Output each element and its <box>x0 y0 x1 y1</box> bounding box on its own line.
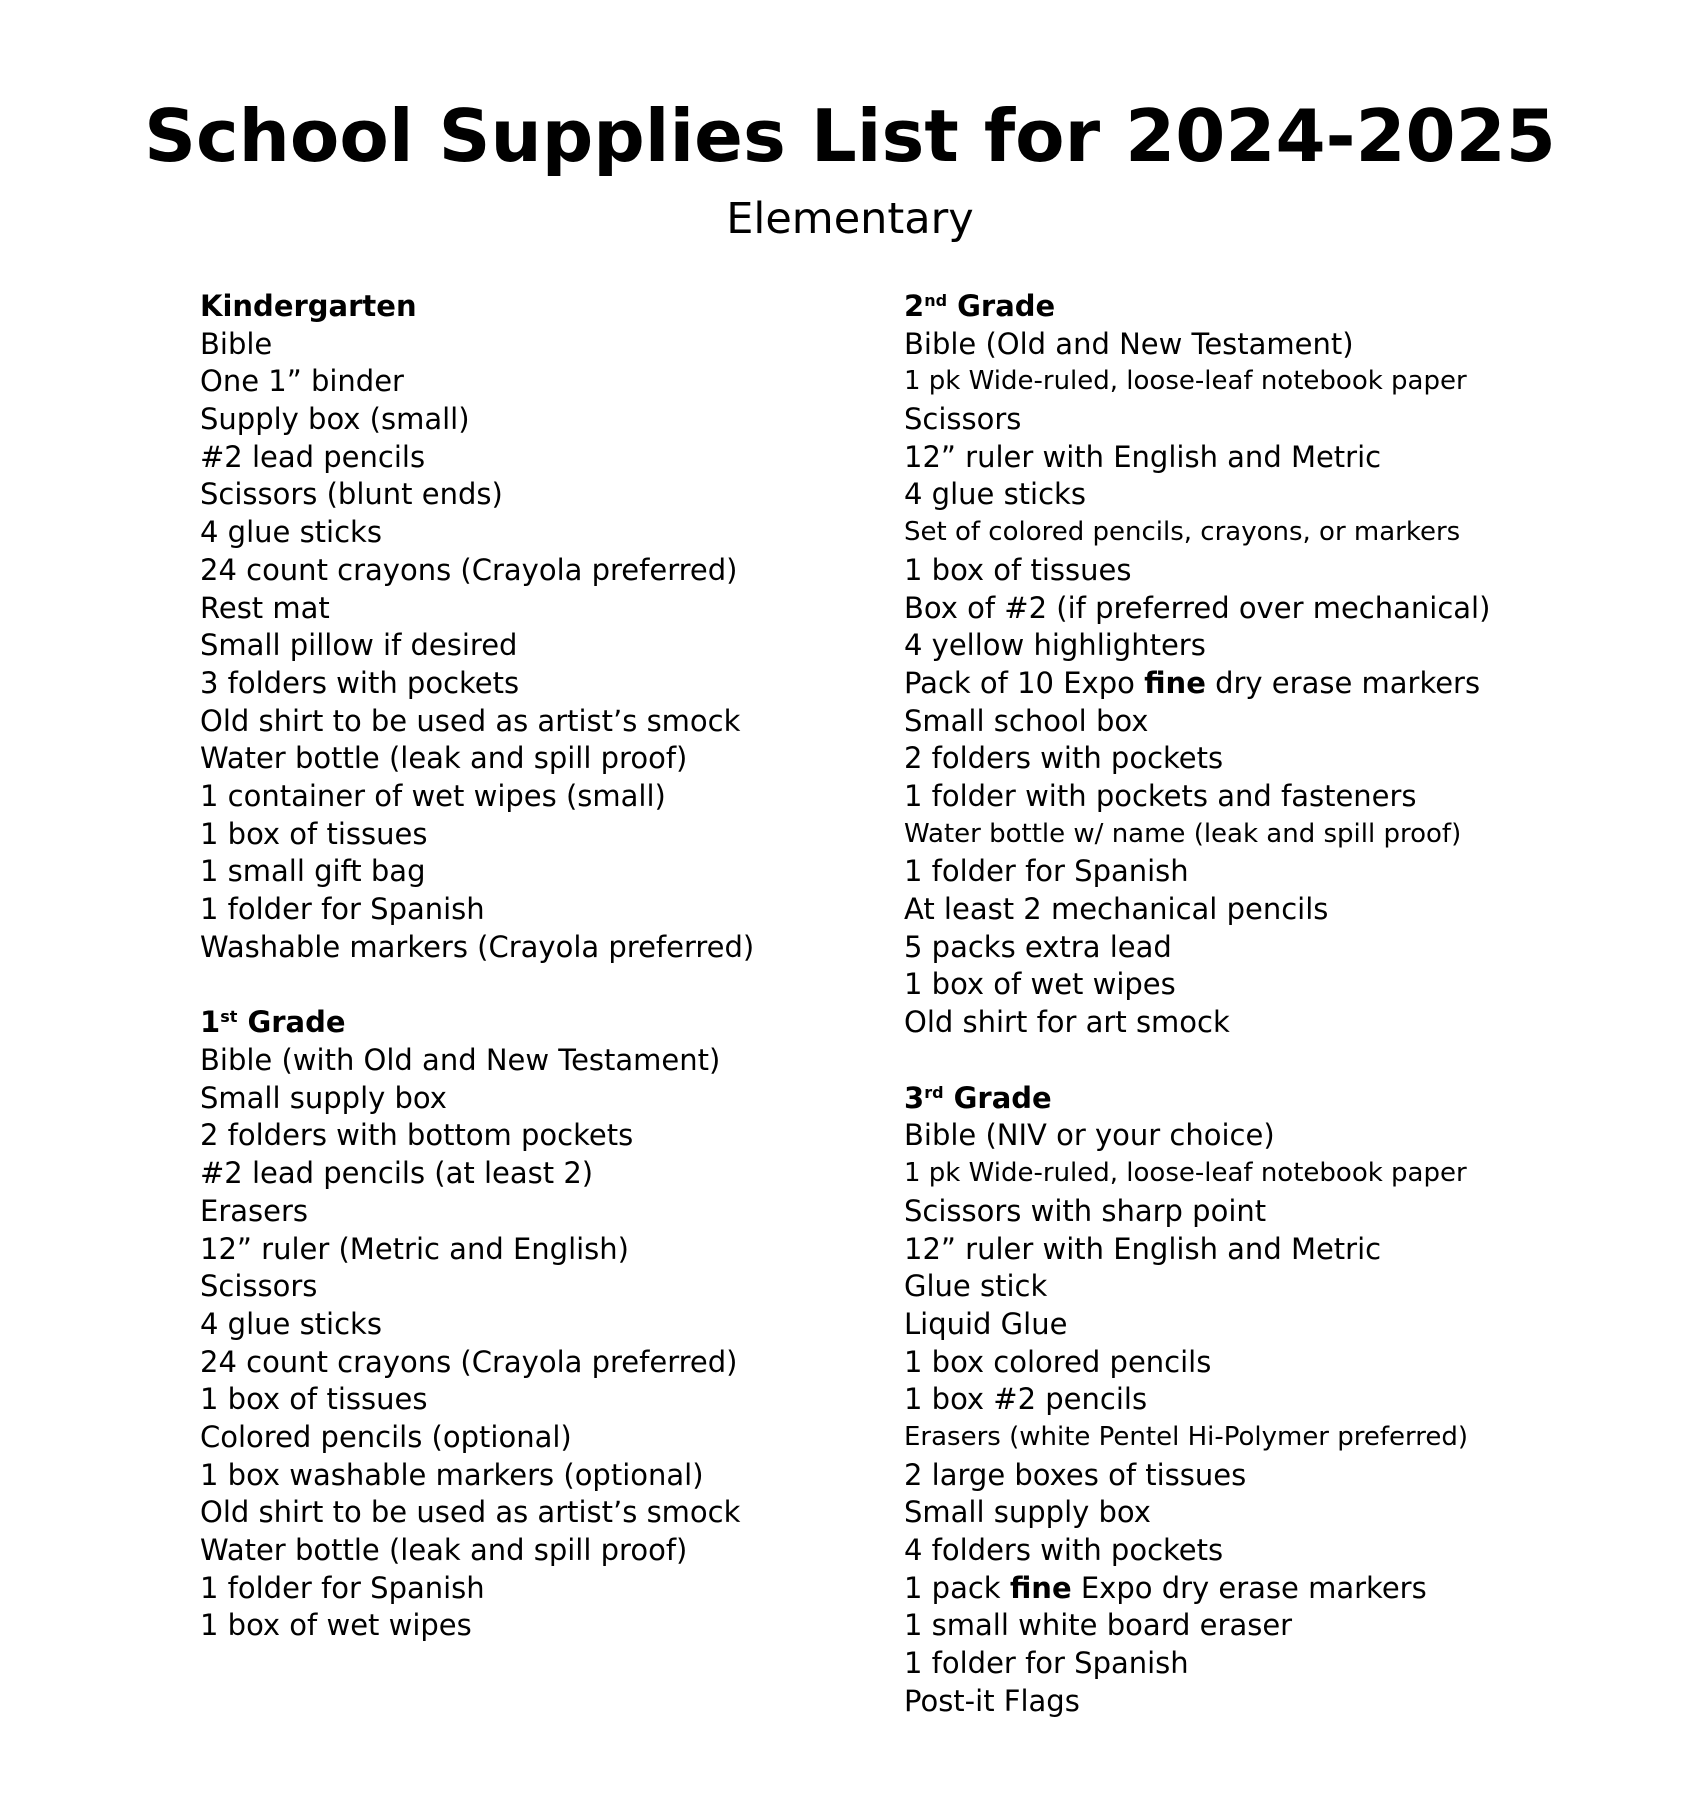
list-item: Small school box <box>904 703 1149 738</box>
section-heading-second-grade <box>904 288 1524 326</box>
list-item: Set of colored pencils, crayons, or markers <box>904 517 1461 548</box>
list-item: 2 large boxes of tissues <box>904 1457 1247 1492</box>
list-item: Scissors with sharp point <box>904 1193 1267 1228</box>
list-item: 1 folder for Spanish <box>904 854 1189 889</box>
item-emphasis: fine <box>1009 1570 1072 1605</box>
list-item: Old shirt for art smock <box>904 1005 1230 1040</box>
list-item: 12” ruler with English and Metric <box>904 1231 1382 1266</box>
list-item: Scissors <box>200 1269 318 1304</box>
list-item: 12” ruler with English and Metric <box>904 439 1382 474</box>
list-item: 5 packs extra lead <box>904 929 1172 964</box>
list-item <box>904 1570 1524 1608</box>
list-item: Small pillow if desired <box>200 628 518 663</box>
list-item: 2 folders with pockets <box>904 741 1224 776</box>
list-item: Colored pencils (optional) <box>200 1419 572 1454</box>
list-item: Small supply box <box>200 1080 447 1115</box>
list-item: Old shirt to be used as artist’s smock <box>200 703 741 738</box>
third-grade-list <box>904 1117 1524 1720</box>
item-text: 1 pack <box>904 1570 1010 1605</box>
heading-number: 3 <box>904 1080 925 1115</box>
list-item: 24 count crayons (Crayola preferred) <box>200 1344 738 1379</box>
list-item: 1 box of tissues <box>200 816 428 851</box>
list-item: Liquid Glue <box>904 1306 1068 1341</box>
list-item: 4 glue sticks <box>200 1306 382 1341</box>
list-item: 1 box of wet wipes <box>904 967 1176 1002</box>
list-item: Bible (with Old and New Testament) <box>200 1043 721 1078</box>
list-item: 4 folders with pockets <box>904 1533 1224 1567</box>
section-heading-third-grade <box>904 1080 1524 1118</box>
item-text: dry erase markers <box>1205 665 1481 700</box>
kindergarten-list <box>200 326 840 967</box>
section-first-grade <box>200 1004 840 1645</box>
list-item: Water bottle (leak and spill proof) <box>200 1533 688 1567</box>
item-text: Pack of 10 Expo <box>904 665 1145 700</box>
list-item: 2 folders with bottom pockets <box>200 1118 634 1153</box>
list-item: At least 2 mechanical pencils <box>904 892 1329 926</box>
list-item: 3 folders with pockets <box>200 665 520 700</box>
item-text: Expo dry erase markers <box>1071 1570 1427 1605</box>
list-item: 1 box of tissues <box>200 1382 428 1417</box>
list-item: 12” ruler (Metric and English) <box>200 1231 629 1266</box>
list-item: 1 box #2 pencils <box>904 1382 1148 1417</box>
list-item: 1 small gift bag <box>200 854 426 889</box>
list-item: 1 box washable markers (optional) <box>200 1457 704 1492</box>
list-item: Erasers (white Pentel Hi-Polymer preferred) <box>904 1421 1469 1452</box>
list-item: 1 small white board eraser <box>904 1608 1293 1643</box>
list-item: Supply box (small) <box>200 402 470 437</box>
list-item: 1 folder for Spanish <box>904 1646 1189 1681</box>
list-item: Box of #2 (if preferred over mechanical) <box>904 590 1491 625</box>
list-item: 1 box colored pencils <box>904 1344 1212 1379</box>
heading-ordinal-suffix: nd <box>924 291 948 310</box>
item-emphasis: fine <box>1144 665 1206 700</box>
list-item: 4 yellow highlighters <box>904 628 1206 663</box>
list-item: Washable markers (Crayola preferred) <box>200 929 755 964</box>
list-item: 24 count crayons (Crayola preferred) <box>200 552 738 587</box>
list-item: #2 lead pencils (at least 2) <box>200 1156 594 1191</box>
list-item: 1 pk Wide-ruled, loose-leaf notebook paper <box>904 366 1467 397</box>
list-item: #2 lead pencils <box>200 439 426 474</box>
heading-number: 2 <box>904 289 925 323</box>
heading-label: Grade <box>943 1080 1052 1115</box>
list-item: One 1” binder <box>200 364 404 399</box>
list-item: Post-it Flags <box>904 1683 1080 1718</box>
list-item: 1 container of wet wipes (small) <box>200 778 666 813</box>
left-column <box>200 288 840 1645</box>
list-item: 1 folder with pockets and fasteners <box>904 778 1417 813</box>
right-column <box>904 288 1524 1720</box>
list-item: Old shirt to be used as artist’s smock <box>200 1495 741 1530</box>
list-item: Water bottle w/ name (leak and spill proof) <box>904 818 1462 849</box>
page-subtitle: Elementary <box>726 194 974 244</box>
list-item: 4 glue sticks <box>200 515 382 550</box>
list-item: 1 box of wet wipes <box>200 1608 472 1643</box>
heading-ordinal-suffix: st <box>220 1007 238 1027</box>
section-kindergarten <box>200 288 840 966</box>
page-title: School Supplies List for 2024-2025 <box>144 94 1556 178</box>
list-item: Rest mat <box>200 590 330 625</box>
heading-number: 1 <box>200 1005 221 1040</box>
heading-ordinal-suffix: rd <box>924 1082 944 1102</box>
heading-label: Grade <box>947 289 1056 323</box>
list-item: Scissors <box>904 402 1022 437</box>
section-third-grade <box>904 1080 1524 1721</box>
list-item: 4 glue sticks <box>904 477 1086 512</box>
second-grade-list <box>904 326 1524 1042</box>
list-item: Scissors (blunt ends) <box>200 477 503 512</box>
list-item: Small supply box <box>904 1495 1151 1530</box>
section-second-grade <box>904 288 1524 1042</box>
list-item: 1 box of tissues <box>904 552 1132 587</box>
list-item <box>904 665 1524 703</box>
list-item: Erasers <box>200 1193 308 1228</box>
list-item: 1 folder for Spanish <box>200 1570 485 1605</box>
list-item: 1 pk Wide-ruled, loose-leaf notebook paper <box>904 1158 1467 1189</box>
section-heading-kindergarten: Kindergarten <box>200 289 417 323</box>
first-grade-list <box>200 1042 840 1645</box>
list-item: 1 folder for Spanish <box>200 892 485 926</box>
list-item: Bible (Old and New Testament) <box>904 326 1354 361</box>
list-item: Bible (NIV or your choice) <box>904 1118 1275 1153</box>
list-item: Glue stick <box>904 1269 1048 1304</box>
list-item: Bible <box>200 326 273 361</box>
section-heading-first-grade <box>200 1004 840 1042</box>
heading-label: Grade <box>237 1005 346 1040</box>
list-item: Water bottle (leak and spill proof) <box>200 741 688 776</box>
